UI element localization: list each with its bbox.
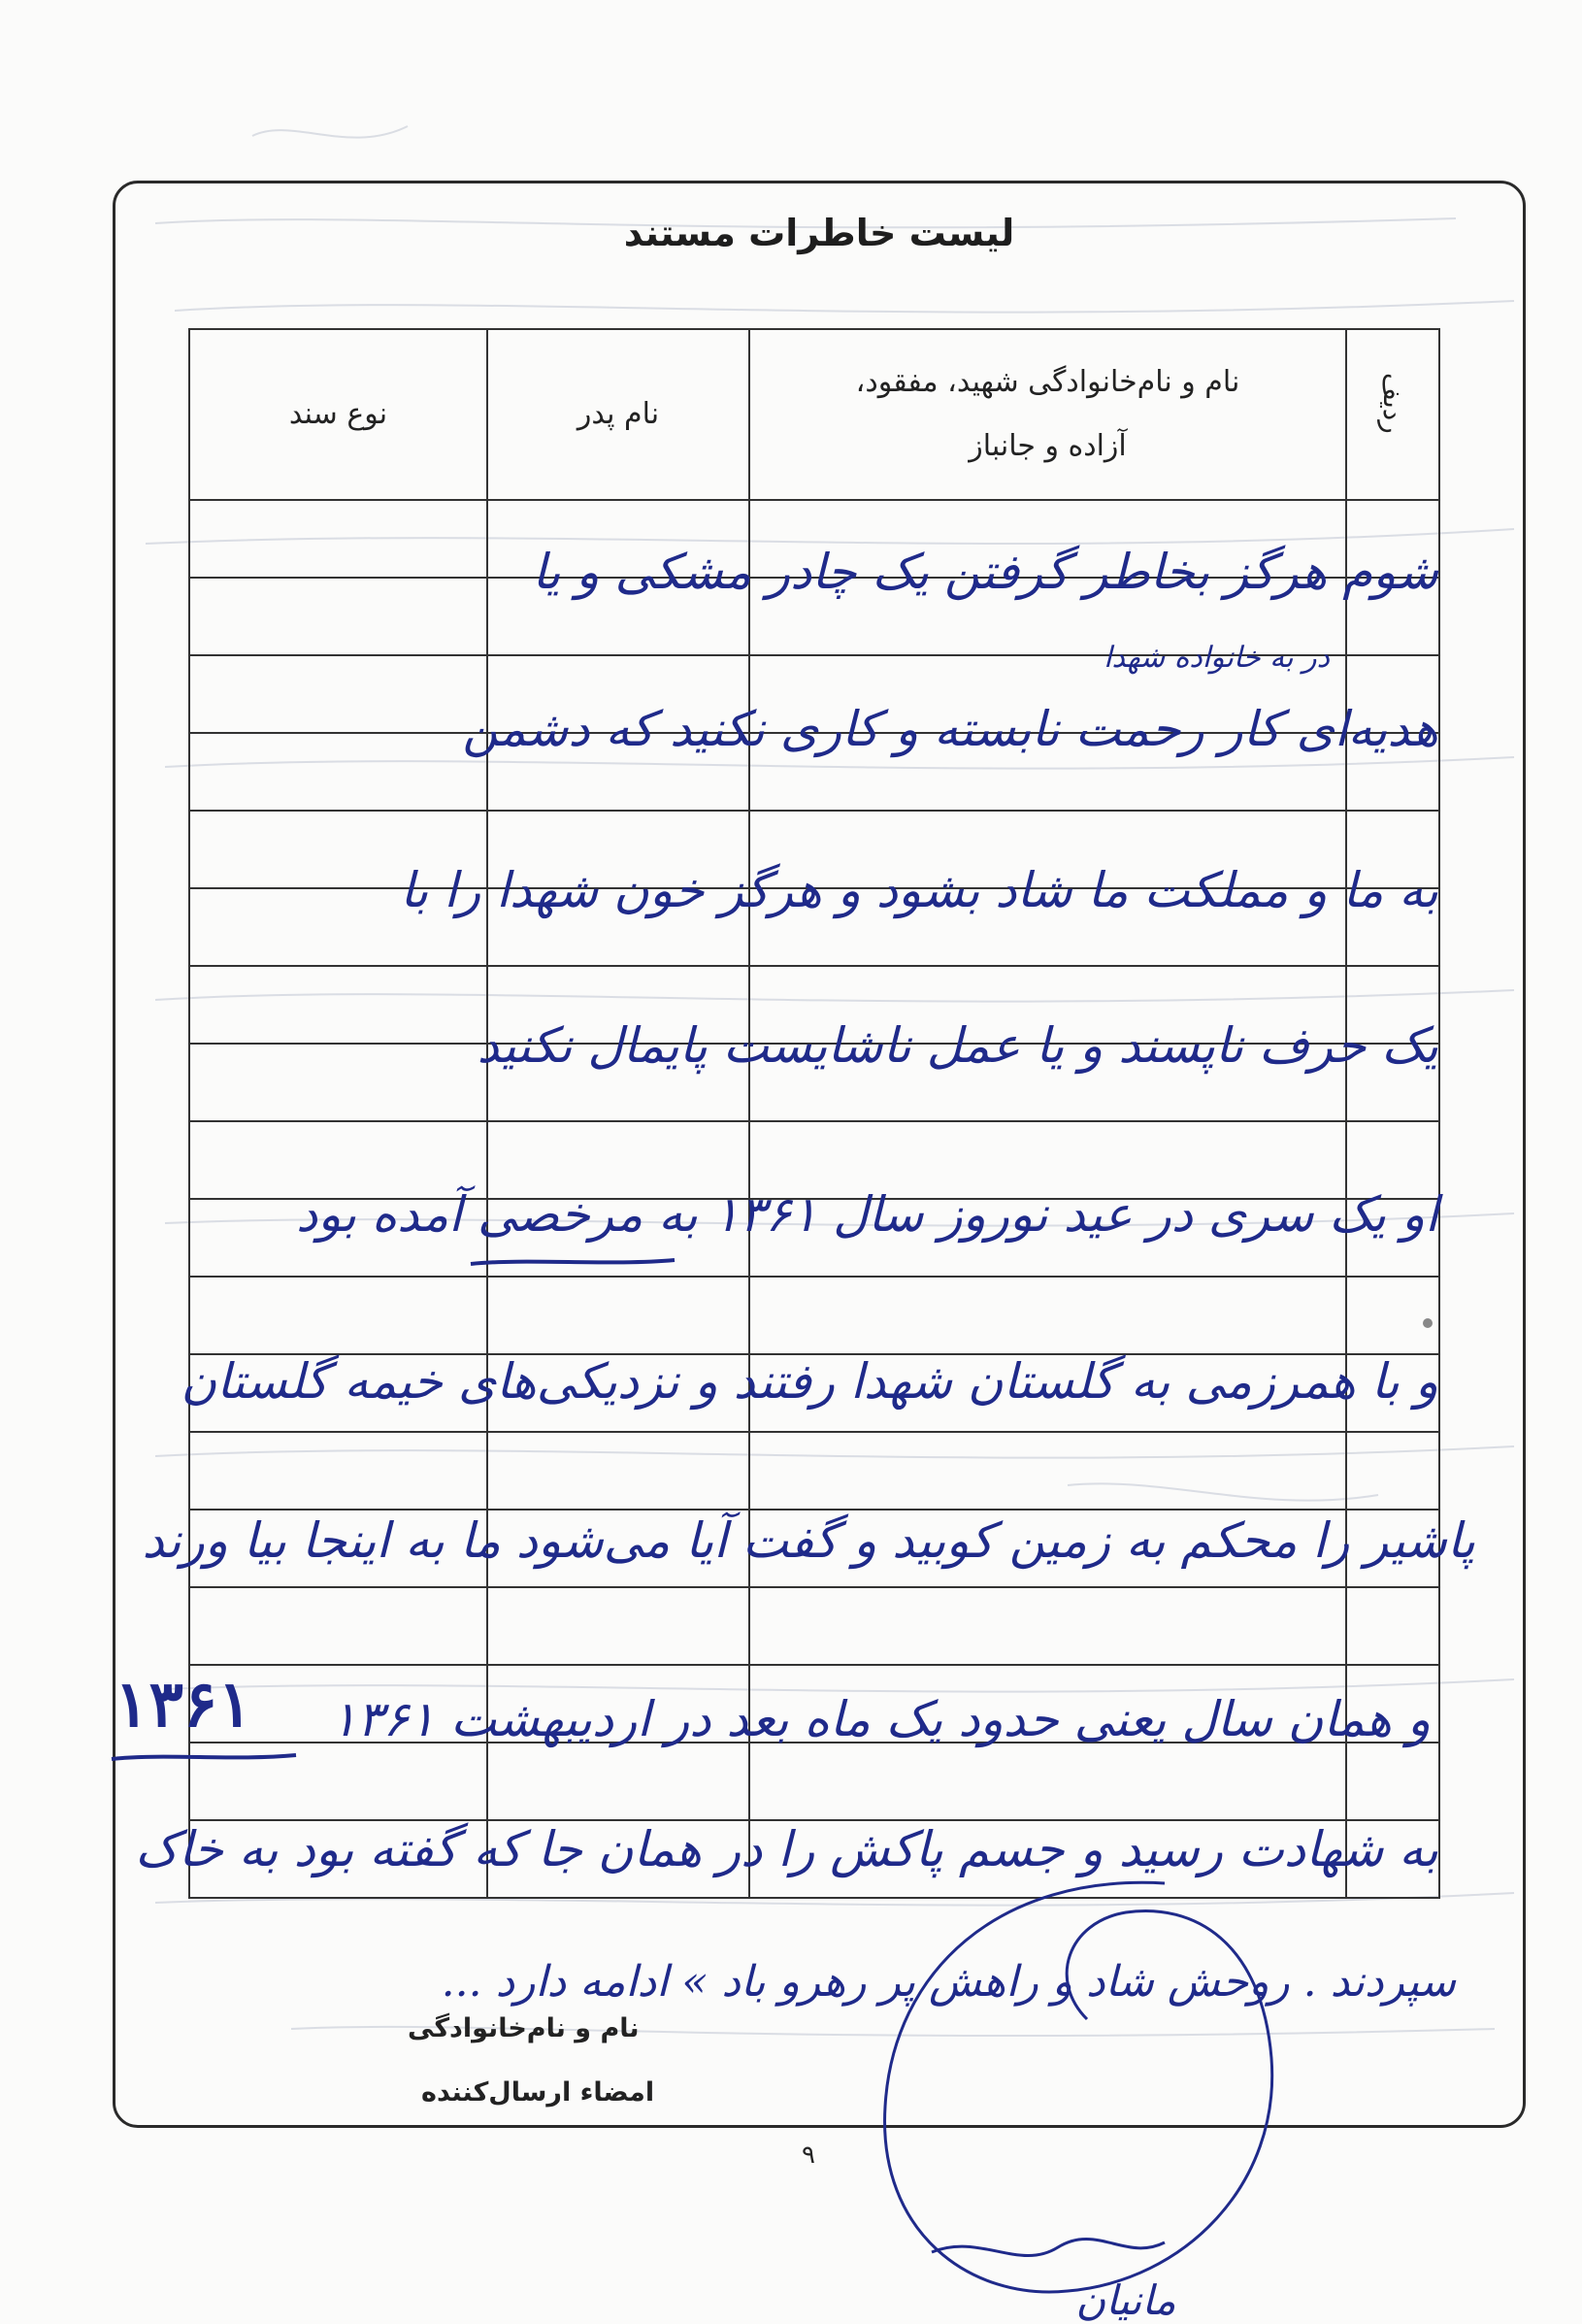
header-name-line2: آزاده و جانباز xyxy=(969,429,1127,463)
table-row xyxy=(189,1743,1439,1820)
handwritten-line-10: سپردند . روحش شاد و راهش پر رهرو باد » ادامه دارد ... xyxy=(441,1957,1456,2007)
handwritten-line-1: شوم هرگز بخاطر گرفتن یک چادر مشکی و یا xyxy=(532,544,1438,600)
handwritten-line-7: پاشیر را محکم به زمین کوبید و گفت آیا می‌شود ما به اینجا بیا ورند xyxy=(142,1512,1475,1569)
family-name-label: نام و نام‌خانوادگی xyxy=(408,2013,640,2043)
margin-year: ۱۳۶۱ xyxy=(115,1666,252,1742)
table-row xyxy=(189,1432,1439,1510)
handwritten-insertion: در به خانواده شهدا xyxy=(1104,641,1330,675)
table-row xyxy=(189,1587,1439,1665)
form-title: لیست خاطرات مستند xyxy=(623,212,1015,254)
handwritten-line-3: به ما و مملکت ما شاد بشود و هرگز خون شهدا را با xyxy=(400,862,1438,918)
sender-signature-label: امضاء ارسال‌کننده xyxy=(421,2077,655,2108)
header-name xyxy=(749,329,1346,500)
header-document-type: نوع سند xyxy=(189,329,487,500)
punch-mark xyxy=(1423,1318,1433,1328)
handwritten-line-8: و همان سال یعنی حدود یک ماه بعد در اردیبهشت ۱۳۶۱ xyxy=(330,1691,1431,1747)
handwritten-line-2: هدیه‌ای کار رحمت نابسته و کاری نکنید که دشمن xyxy=(462,701,1438,757)
handwritten-signature: مانیان xyxy=(1075,2276,1176,2324)
handwritten-line-9: به شهادت رسید و جسم پاکش را در همان جا که گفته بود به خاک xyxy=(135,1821,1438,1877)
handwritten-line-5: او یک سری در عید نوروز سال ۱۳۶۱ به مرخصی آمده بود xyxy=(296,1186,1438,1243)
header-father-name: نام پدر xyxy=(487,329,749,500)
header-row-number: ردیف xyxy=(1346,329,1439,500)
table-row xyxy=(189,1277,1439,1354)
table-header-row xyxy=(189,329,1439,500)
page-number: ۹ xyxy=(802,2141,815,2170)
handwritten-line-6: و با همرزمی به گلستان شهدا رفتند و نزدیکی‌های خیمه گلستان xyxy=(181,1353,1438,1410)
header-name-line1: نام و نام‌خانوادگی شهید، مفقود، xyxy=(855,365,1240,399)
handwritten-line-4: یک حرف ناپسند و یا عمل ناشایست پایمال نکنید xyxy=(477,1017,1438,1074)
